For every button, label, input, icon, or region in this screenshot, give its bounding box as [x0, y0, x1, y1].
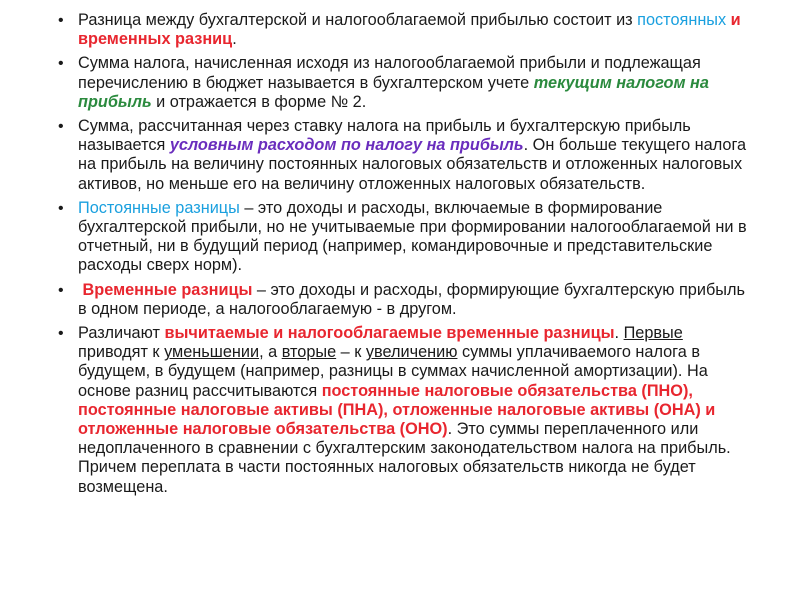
- text: – это доходы и расходы, включаемые в формирование бухгалтерской прибыли, но не учитываемые при формировании налогооблагаемой ни в отчетный, ни в будущий период (например, командировочные и представительские расходы сверх норм).: [78, 198, 747, 275]
- bullet-dot-icon: •: [58, 325, 64, 343]
- text: Сумма налога, начисленная исходя из налогооблагаемой прибыли и подлежащая перечислению в бюджет называется в бухгалтерском учете: [78, 54, 701, 92]
- text: Сумма, рассчитанная через ставку налога на прибыль и бухгалтерскую прибыль называется: [78, 117, 691, 155]
- highlight-current-tax: текущим налогом на прибыль: [78, 73, 709, 111]
- text: – к: [336, 343, 366, 362]
- text: .: [232, 30, 237, 49]
- bullet-item-3: [54, 117, 754, 194]
- bullet-dot-icon: •: [58, 55, 64, 73]
- bullet-item-5: [54, 281, 754, 319]
- bullet-dot-icon: •: [58, 281, 64, 299]
- bullet-item-6: [54, 324, 754, 497]
- text: Разница между бухгалтерской и налогооблагаемой прибылью состоит из: [78, 11, 638, 29]
- bullet-item-4: [54, 199, 754, 276]
- bullet-dot-icon: •: [58, 118, 64, 136]
- text: суммы уплачиваемого налога в будущем, в будущем (например, разницы в суммах начисленной амортизации). На основе разниц рассчитываются: [78, 343, 708, 400]
- text: Различают: [78, 324, 165, 343]
- highlight-temporary-differences: Временные разницы: [78, 280, 253, 299]
- highlight-permanent: постоянных: [637, 11, 727, 29]
- text: . Он больше текущего налога на прибыль на величину постоянных налоговых обязательств и отложенных налоговых активов, но меньше его на величину отложенных налоговых обязательств.: [78, 136, 747, 193]
- text: приводят к: [78, 343, 165, 362]
- bullet-dot-icon: •: [58, 199, 64, 217]
- highlight-temporary-differences: и временных разниц: [78, 11, 741, 49]
- underlined-first: Первые: [623, 324, 683, 343]
- underlined-increase: увеличению: [365, 343, 458, 362]
- text: и отражается в форме № 2.: [151, 92, 367, 111]
- highlight-permanent-differences: Постоянные разницы: [78, 198, 240, 217]
- bullet-dot-icon: •: [58, 12, 64, 29]
- text: .: [614, 324, 624, 343]
- underlined-second: вторые: [281, 343, 337, 362]
- highlight-conditional-expense: условным расходом по налогу на прибыль: [169, 136, 524, 155]
- text: – это доходы и расходы, формирующие бухгалтерскую прибыль в одном периоде, а налогооблагаемую - в другом.: [78, 280, 745, 318]
- underlined-decrease: уменьшении: [164, 343, 260, 362]
- text: . Это суммы переплаченного или недоплаченного в сравнении с бухгалтерским законодательством налога на прибыль. Причем переплата в части постоянных налоговых обязательств никогда не будет возмещена.: [78, 420, 731, 496]
- bullet-list: [54, 11, 754, 502]
- text: , а: [259, 343, 282, 362]
- bullet-item-1: [54, 11, 754, 49]
- highlight-deductible-taxable: вычитаемые и налогооблагаемые временные разницы: [164, 324, 615, 343]
- highlight-tax-assets-liabilities: постоянные налоговые обязательства (ПНО), постоянные налоговые активы (ПНА), отложенные налоговые активы (ОНА) и отложенные налоговые обязательства (ОНО): [78, 381, 716, 439]
- bullet-item-2: [54, 54, 754, 112]
